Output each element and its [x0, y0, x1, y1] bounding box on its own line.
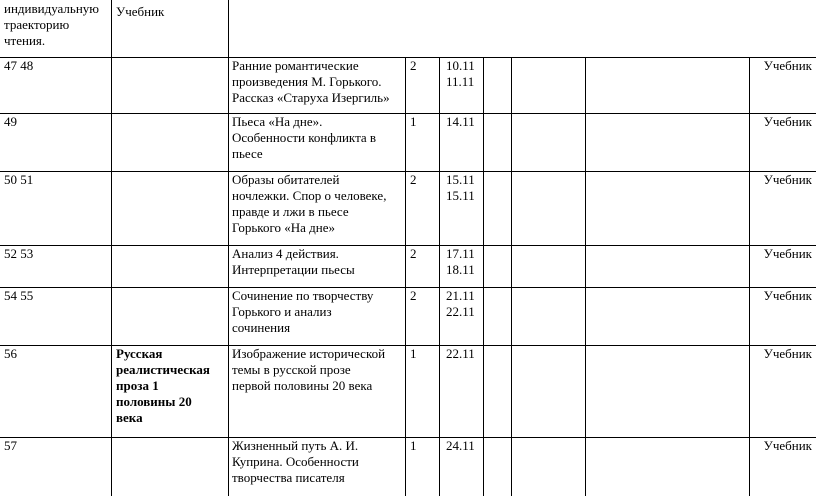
individual-path-note: чтения. — [4, 33, 46, 48]
lesson-date: 21.11 — [446, 288, 475, 303]
lesson-date: 18.11 — [446, 262, 475, 277]
column-border — [585, 287, 586, 345]
lesson-number: 56 — [4, 346, 17, 361]
lesson-topic: творчества писателя — [232, 470, 345, 485]
lesson-topic: правде и лжи в пьесе — [232, 204, 349, 219]
column-border — [585, 345, 586, 437]
hours-count: 2 — [410, 288, 417, 303]
lesson-topic: ночлежки. Спор о человеке, — [232, 188, 387, 203]
hours-count: 2 — [410, 58, 417, 73]
hours-count: 2 — [410, 172, 417, 187]
lesson-topic: Рассказ «Старуха Изергиль» — [232, 90, 390, 105]
column-border — [749, 57, 750, 496]
resource-cell: Учебник — [763, 346, 812, 361]
lesson-topic: темы в русской прозе — [232, 362, 351, 377]
column-border — [585, 171, 586, 245]
lesson-date: 15.11 — [446, 188, 475, 203]
lesson-date: 22.11 — [446, 304, 475, 319]
lesson-topic: Жизненный путь А. И. — [232, 438, 359, 453]
column-border — [405, 57, 406, 496]
lesson-topic: Сочинение по творчеству — [232, 288, 374, 303]
resource-cell: Учебник — [763, 288, 812, 303]
column-border — [585, 57, 586, 113]
resource-cell: Учебник — [763, 58, 812, 73]
row-border — [0, 287, 816, 288]
lesson-number: 52 53 — [4, 246, 34, 261]
row-border — [0, 245, 816, 246]
lesson-number: 47 48 — [4, 58, 34, 73]
lesson-date: 11.11 — [446, 74, 475, 89]
lesson-topic: произведения М. Горького. — [232, 74, 382, 89]
section-title: века — [116, 410, 143, 425]
hours-count: 1 — [410, 114, 417, 129]
lesson-topic: Образы обитателей — [232, 172, 340, 187]
top-row-divider — [111, 0, 112, 57]
lesson-date: 10.11 — [446, 58, 475, 73]
hours-count: 1 — [410, 438, 417, 453]
lesson-date: 14.11 — [446, 114, 475, 129]
section-title: половины 20 — [116, 394, 192, 409]
row-border — [0, 171, 816, 172]
lesson-topic: Горького и анализ — [232, 304, 332, 319]
individual-path-note: траекторию — [4, 17, 70, 32]
column-border — [111, 57, 112, 496]
hours-count: 1 — [410, 346, 417, 361]
row-border — [0, 113, 816, 114]
hours-count: 2 — [410, 246, 417, 261]
lesson-date: 17.11 — [446, 246, 475, 261]
resource-cell: Учебник — [763, 172, 812, 187]
lesson-topic: Пьеса «На дне». — [232, 114, 323, 129]
section-title: проза 1 — [116, 378, 159, 393]
lesson-topic: Горького «На дне» — [232, 220, 335, 235]
column-border — [483, 57, 484, 496]
section-title: Русская — [116, 346, 163, 361]
column-border — [228, 57, 229, 496]
individual-path-note: индивидуальную — [4, 1, 99, 16]
resource-cell: Учебник — [116, 4, 165, 19]
top-row-right-border — [228, 0, 229, 57]
lesson-date: 15.11 — [446, 172, 475, 187]
column-border — [585, 245, 586, 287]
lesson-topic: Ранние романтические — [232, 58, 359, 73]
column-border — [585, 113, 586, 171]
column-border — [511, 57, 512, 496]
lesson-number: 54 55 — [4, 288, 34, 303]
lesson-topic: Анализ 4 действия. — [232, 246, 339, 261]
lesson-number: 57 — [4, 438, 17, 453]
resource-cell: Учебник — [763, 114, 812, 129]
row-border — [0, 57, 816, 58]
section-title: реалистическая — [116, 362, 210, 377]
row-border — [0, 437, 816, 438]
lesson-date: 24.11 — [446, 438, 475, 453]
resource-cell: Учебник — [763, 246, 812, 261]
lesson-topic: Куприна. Особенности — [232, 454, 359, 469]
lesson-date: 22.11 — [446, 346, 475, 361]
lesson-topic: Интерпретации пьесы — [232, 262, 355, 277]
lesson-topic: первой половины 20 века — [232, 378, 373, 393]
column-border — [585, 437, 586, 496]
lesson-topic: сочинения — [232, 320, 291, 335]
resource-cell: Учебник — [763, 438, 812, 453]
lesson-number: 49 — [4, 114, 17, 129]
lesson-number: 50 51 — [4, 172, 34, 187]
lesson-topic: Особенности конфликта в — [232, 130, 377, 145]
lesson-topic: пьесе — [232, 146, 263, 161]
lesson-topic: Изображение исторической — [232, 346, 386, 361]
column-border — [439, 57, 440, 496]
